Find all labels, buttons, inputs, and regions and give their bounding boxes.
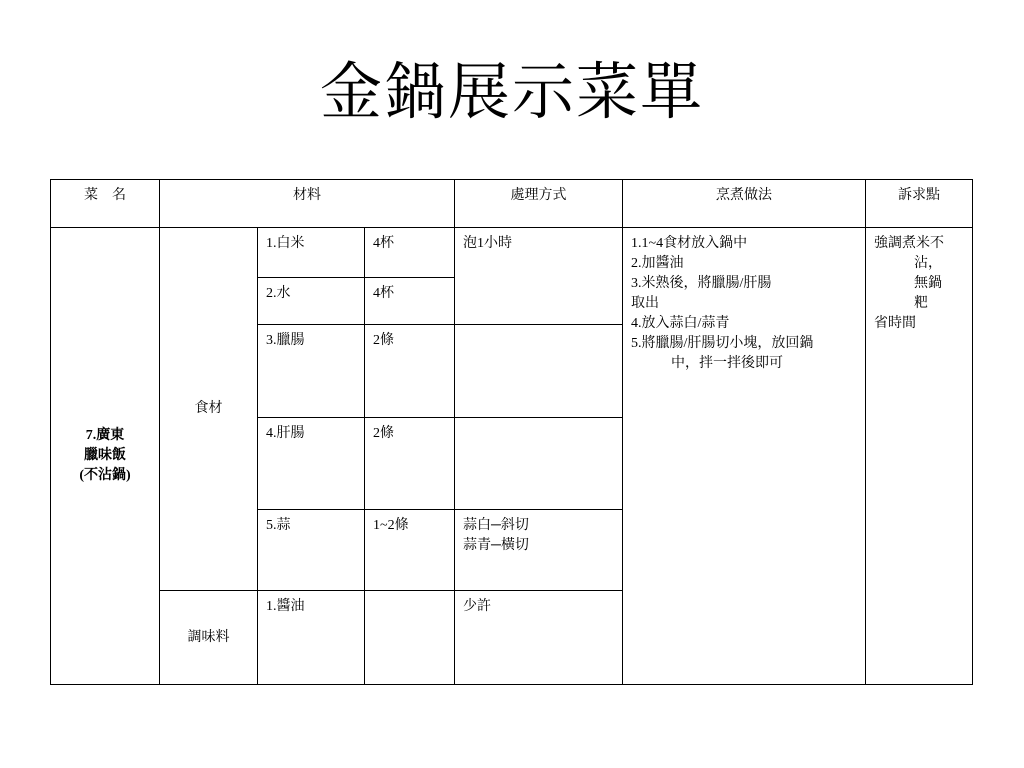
cooking-steps-cell xyxy=(623,228,866,685)
ingredient-item: 5.蒜 xyxy=(258,510,365,591)
cooking-step: 1.1~4食材放入鍋中 xyxy=(631,236,748,251)
page-title: 金鍋展示菜單 xyxy=(319,55,704,128)
appeal-line: 強調煮米不 xyxy=(874,236,944,251)
header-dish-name: 菜 名 xyxy=(51,180,160,228)
header-processing: 處理方式 xyxy=(455,180,623,228)
processing-line: 蒜白─斜切 xyxy=(463,518,529,533)
appeal-cell xyxy=(866,228,973,685)
appeal-line: 省時間 xyxy=(874,316,916,331)
ingredient-amount: 2條 xyxy=(365,418,455,510)
ingredient-amount: 2條 xyxy=(365,325,455,418)
header-appeal: 訴求點 xyxy=(866,180,973,228)
dish-name-line: 7.廣東 xyxy=(85,428,125,443)
menu-table xyxy=(50,179,973,685)
dish-name-line: (不沾鍋) xyxy=(79,468,131,483)
processing-cell xyxy=(455,325,623,418)
cooking-step: 2.加醬油 xyxy=(631,256,684,271)
processing-line: 蒜青─橫切 xyxy=(463,538,529,553)
appeal-line: 沾， xyxy=(914,256,942,271)
cooking-step: 取出 xyxy=(631,296,659,311)
cooking-step: 4.放入蒜白/蒜青 xyxy=(631,316,730,331)
ingredient-amount: 1~2條 xyxy=(365,510,455,591)
cooking-step: 3.米熟後，將臘腸/肝腸 xyxy=(631,276,772,291)
menu-table-wrapper xyxy=(50,179,973,685)
ingredient-item: 3.臘腸 xyxy=(258,325,365,418)
processing-cell: 少許 xyxy=(455,591,623,685)
dish-name-line: 臘味飯 xyxy=(84,448,126,463)
appeal-line: 粑 xyxy=(914,296,928,311)
ingredient-amount: 4杯 xyxy=(365,278,455,325)
group-main-ingredients: 食材 xyxy=(160,228,258,591)
header-cooking: 烹煮做法 xyxy=(623,180,866,228)
cooking-step: 5.將臘腸/肝腸切小塊，放回鍋 xyxy=(631,336,814,351)
ingredient-amount xyxy=(365,591,455,685)
dish-name-cell xyxy=(51,228,160,685)
processing-cell xyxy=(455,510,623,591)
processing-cell xyxy=(455,418,623,510)
group-seasoning: 調味料 xyxy=(160,591,258,685)
header-ingredients: 材料 xyxy=(160,180,455,228)
ingredient-item: 1.白米 xyxy=(258,228,365,278)
ingredient-item: 1.醬油 xyxy=(258,591,365,685)
processing-cell: 泡1小時 xyxy=(455,228,623,325)
ingredient-item: 4.肝腸 xyxy=(258,418,365,510)
appeal-line: 無鍋 xyxy=(914,276,942,291)
cooking-step: 中，拌一拌後即可 xyxy=(671,356,783,371)
ingredient-amount: 4杯 xyxy=(365,228,455,278)
ingredient-item: 2.水 xyxy=(258,278,365,325)
